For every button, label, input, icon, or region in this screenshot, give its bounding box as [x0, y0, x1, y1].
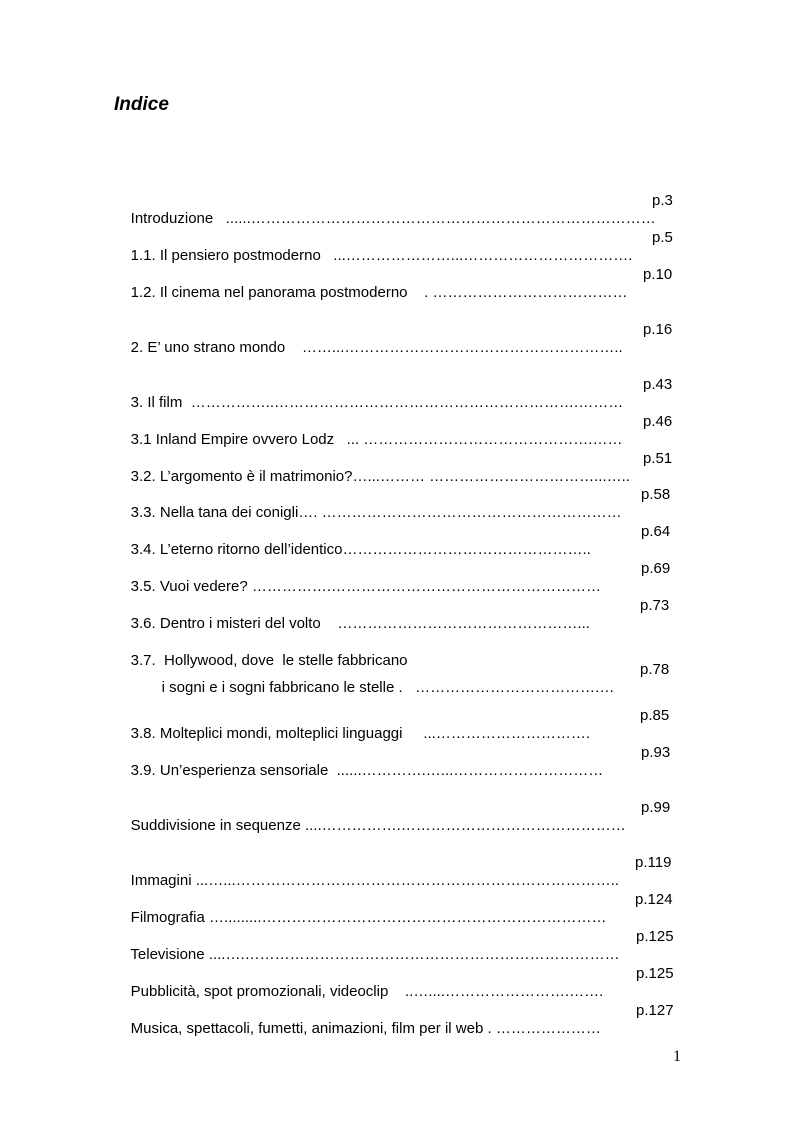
toc-entry-text: Suddivisione in sequenze — [130, 817, 305, 834]
toc-page-ref: p.127 — [636, 1002, 674, 1019]
toc-page-ref: p.73 — [640, 597, 670, 614]
toc-page-ref: p.78 — [640, 661, 670, 678]
toc-entry-text: 1.1. Il pensiero postmoderno — [130, 247, 334, 264]
toc-entry-dots: …………….……………………………………………… — [251, 578, 602, 595]
toc-entry-text: Filmografia — [130, 909, 210, 926]
toc-page-ref: p.43 — [643, 376, 673, 393]
toc-entry-text: 3.2. L’argomento è il matrimonio? — [130, 468, 353, 485]
toc-entry-dots: ... ……………………………………….…… — [346, 431, 623, 448]
toc-entry-dots: ….........…………………………………………………………… — [209, 909, 607, 926]
toc-entry-dots: ......………….…...………………………… — [336, 762, 604, 779]
toc-entry-dots: ...…………………...……………………………. — [333, 247, 633, 264]
toc-page-ref: p.58 — [641, 486, 671, 503]
toc-entry-dots: ……………………………….… — [415, 679, 615, 696]
toc-page-ref: p.69 — [641, 560, 671, 577]
toc-entry-dots: ......……………………………………………………………………… — [225, 210, 656, 227]
toc-entry-text: Pubblicità, spot promozionali, videoclip — [130, 983, 405, 1000]
toc-entry-text: 1.2. Il cinema nel panorama postmoderno — [130, 284, 425, 301]
toc-entry-2 — [114, 321, 623, 375]
toc-page-ref: p.85 — [640, 707, 670, 724]
toc-page-ref: p.51 — [643, 450, 673, 467]
toc-entry-text: 3.5. Vuoi vedere? — [130, 578, 252, 595]
toc-page-ref: p.93 — [641, 744, 671, 761]
toc-page-ref: p.99 — [641, 799, 671, 816]
toc-page-ref: p.125 — [636, 965, 674, 982]
toc-page-ref: p.119 — [635, 854, 672, 871]
toc-entry-text: i sogni e i sogni fabbricano le stelle . — [161, 679, 416, 696]
toc-entry-dots: ...…...………………………………………………………………….. — [195, 872, 620, 889]
toc-entry-text: 3.3. Nella tana dei conigli…. — [130, 504, 322, 521]
toc-entry-text: Immagini — [130, 872, 196, 889]
toc-entry-suddivisione — [114, 799, 626, 853]
toc-entry-dots: ………………………………………….. — [342, 541, 591, 558]
page-title: Indice — [114, 94, 169, 115]
toc-entry-dots: …...……… ……………………………...….. — [352, 468, 630, 485]
toc-page-ref: p.124 — [635, 891, 673, 908]
toc-entry-dots: ....…………….……………………………………… — [304, 817, 626, 834]
toc-page-ref: p.46 — [643, 413, 673, 430]
toc-entry-text: 2. E’ uno strano mondo — [130, 339, 302, 356]
toc-entry-dots: ...…………………………. — [423, 725, 590, 742]
toc-entry-dots: ……...……………………………………………….. — [301, 339, 623, 356]
toc-entry-dots: ....….………………………………………………………………… — [208, 946, 620, 963]
toc-entry-dots: ..…....…………………….……. — [404, 983, 604, 1000]
toc-entry-text: 3. Il film — [130, 394, 191, 411]
toc-entry-dots: …………………………………………... — [337, 615, 590, 632]
toc-entry-dots: . ………………………………… — [424, 284, 628, 301]
toc-entry-text: 3.8. Molteplici mondi, molteplici linguaggi — [130, 725, 424, 742]
toc-entry-1-2 — [114, 266, 628, 320]
toc-page-ref: p.125 — [636, 928, 674, 945]
toc-entry-text: Introduzione — [130, 210, 226, 227]
toc-entry-musica — [114, 1002, 617, 1056]
toc-entry-text: 3.6. Dentro i misteri del volto — [130, 615, 338, 632]
toc-entry-text: 3.1 Inland Empire ovvero Lodz — [130, 431, 347, 448]
toc-entry-text: 3.9. Un’esperienza sensoriale — [130, 762, 337, 779]
toc-page-ref: p.16 — [643, 321, 673, 338]
toc-entry-text: 3.7. Hollywood, dove le stelle fabbricano — [130, 652, 408, 669]
toc-entry-text: 3.4. L’eterno ritorno dell’identico — [130, 541, 343, 558]
toc-entry-text: Televisione — [130, 946, 209, 963]
toc-page-ref: p.5 — [652, 229, 673, 246]
toc-entry-3-9 — [114, 744, 603, 798]
toc-entry-dots: ………………… — [495, 1020, 618, 1037]
toc-entry-dots: ……………..…………………………………………………….……… — [190, 394, 624, 411]
toc-page-ref: p.3 — [652, 192, 673, 209]
page-number: 1 — [673, 1048, 681, 1065]
toc-entry-dots: …………………………………………………… — [321, 504, 622, 521]
toc-page-ref: p.10 — [643, 266, 673, 283]
toc-entry-text: Musica, spettacoli, fumetti, animazioni, film per il web . — [130, 1020, 496, 1037]
toc-page-ref: p.64 — [641, 523, 671, 540]
